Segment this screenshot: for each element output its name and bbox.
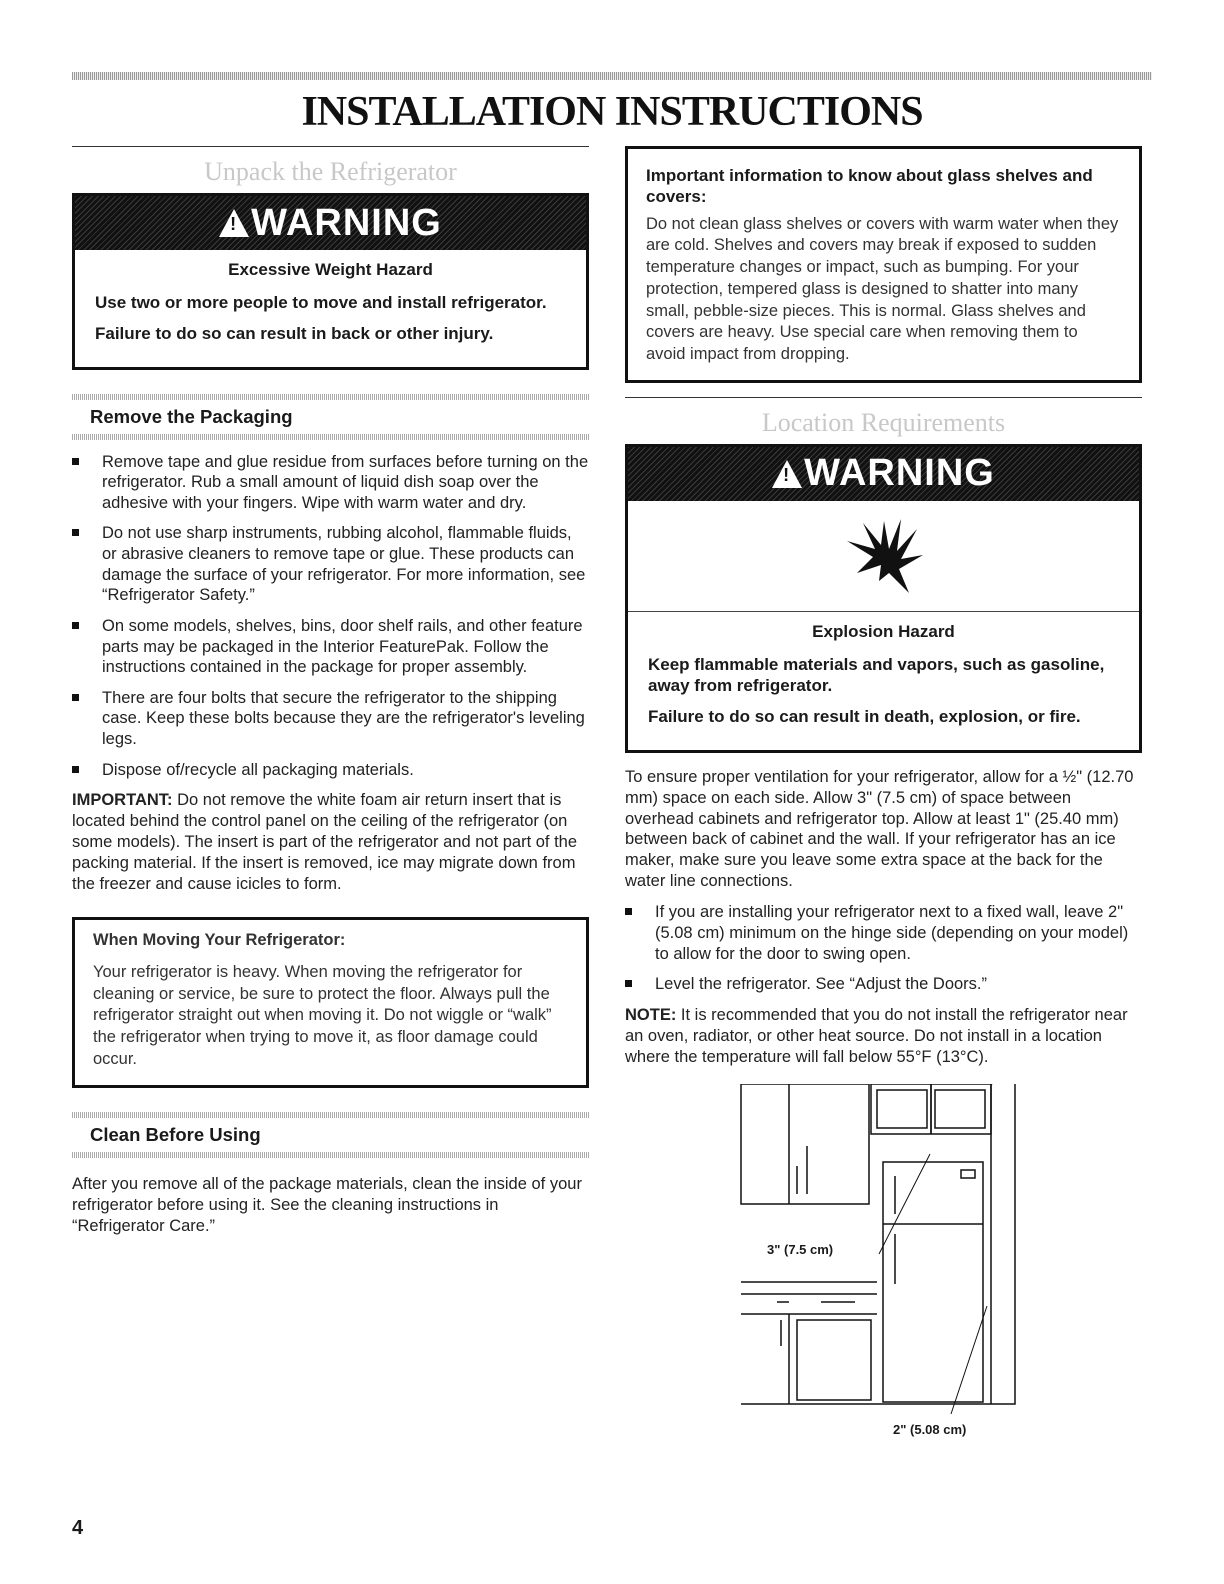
note-paragraph xyxy=(625,1005,1142,1068)
list-item: Do not use sharp instruments, rubbing alcohol, flammable fluids, or abrasive cleaners to remove tape or glue. These products can damage the surface of your refrigerator. For more information, see “Refrigerator Safety.” xyxy=(72,523,589,606)
section-divider xyxy=(72,146,589,147)
left-column xyxy=(72,146,589,1246)
hazard-title: Excessive Weight Hazard xyxy=(228,260,433,279)
glass-info-box xyxy=(625,146,1142,383)
clean-header xyxy=(72,1112,589,1158)
location-list xyxy=(625,902,1142,995)
page-number: 4 xyxy=(72,1517,84,1539)
list-item: Level the refrigerator. See “Adjust the Doors.” xyxy=(625,974,1142,995)
hazard-title: Explosion Hazard xyxy=(812,621,955,641)
glass-heading: Important information to know about glass shelves and covers: xyxy=(646,166,1093,207)
note-text: It is recommended that you do not install the refrigerator near an oven, radiator, or other heat source. Do not install in a location where the temperature will fall below 55°F (13°C). xyxy=(625,1005,1128,1066)
warning-line: Failure to do so can result in back or other injury. xyxy=(95,324,494,344)
moving-text: Your refrigerator is heavy. When moving the refrigerator for cleaning or service, be sure to protect the floor. Always pull the refrigerator straight out when moving it. Do not wiggle or “walk” the refrigerator when trying to move it, as floor damage could occur. xyxy=(93,962,552,1068)
warning-line: Failure to do so can result in death, explosion, or fire. xyxy=(648,707,1081,727)
list-item: There are four bolts that secure the refrigerator to the shipping case. Keep these bolts because they are the refrigerator's leveling legs. xyxy=(72,688,589,750)
explosion-hazard-icon xyxy=(628,501,1139,612)
section-divider xyxy=(625,397,1142,398)
list-item: Dispose of/recycle all packaging materials. xyxy=(72,760,589,781)
important-paragraph xyxy=(72,790,589,895)
top-clearance-label: 3" (7.5 cm) xyxy=(767,1241,834,1257)
warning-banner xyxy=(628,447,1139,501)
packaging-list xyxy=(72,452,589,781)
clearance-diagram-illustration xyxy=(625,1084,1045,1444)
list-item: On some models, shelves, bins, door shelf rails, and other feature parts may be packaged in the Interior FeaturePak. Follow the instructions contained in the package for proper assembly. xyxy=(72,616,589,678)
important-label: IMPORTANT: xyxy=(72,791,173,810)
warning-line: Use two or more people to move and install refrigerator. xyxy=(95,293,547,312)
list-item: Remove tape and glue residue from surfaces before turning on the refrigerator. Rub a small amount of liquid dish soap over the adhesive with your fingers. Wipe with warm water and dry. xyxy=(72,452,589,514)
clearance-diagram xyxy=(625,1084,1142,1444)
warning-banner xyxy=(75,196,586,250)
warning-label: WARNING xyxy=(804,452,995,495)
right-column xyxy=(625,146,1142,1444)
top-rule xyxy=(72,72,1152,80)
warning-line: Keep flammable materials and vapors, such as gasoline, away from refrigerator. xyxy=(648,654,1105,696)
section-title-unpack: Unpack the Refrigerator xyxy=(204,157,457,186)
subsection-title: Clean Before Using xyxy=(90,1123,261,1145)
explosion-warning-box xyxy=(625,444,1142,753)
section-title-location: Location Requirements xyxy=(761,407,1006,437)
page-title: INSTALLATION INSTRUCTIONS xyxy=(301,89,923,135)
important-text: Do not remove the white foam air return insert that is located behind the control panel on the ceiling of the refrigerator (on some models). The insert is part of the refrigerator and not part of the packing material. If the insert is removed, ice may migrate down from the freezer and cause icicles to form. xyxy=(72,791,578,894)
moving-info-box xyxy=(72,917,589,1088)
moving-heading: When Moving Your Refrigerator: xyxy=(93,931,346,950)
clean-text: After you remove all of the package materials, clean the inside of your refrigerator before using it. See the cleaning instructions in “Refrigerator Care.” xyxy=(72,1174,582,1235)
subsection-title: Remove the Packaging xyxy=(90,405,293,427)
remove-packaging-header xyxy=(72,394,589,440)
warning-label: WARNING xyxy=(251,201,442,244)
warning-triangle-icon xyxy=(219,209,249,237)
weight-warning-box xyxy=(72,193,589,370)
list-item: If you are installing your refrigerator next to a fixed wall, leave 2" (5.08 cm) minimum on the hinge side (depending on your model) to allow for the door to swing open. xyxy=(625,902,1142,964)
glass-text: Do not clean glass shelves or covers with warm water when they are cold. Shelves and covers may break if exposed to sudden temperature changes or impact, such as bumping. For your protection, tempered glass is designed to shatter into many small, pebble-size pieces. This is normal. Glass shelves and covers are heavy. Use special care when removing them to avoid impact from dropping. xyxy=(646,214,1119,364)
warning-triangle-icon xyxy=(772,460,802,488)
location-intro: To ensure proper ventilation for your refrigerator, allow for a ½" (12.70 mm) space on each side. Allow 3" (7.5 cm) of space between overhead cabinets and refrigerator top. Allow at least 1" (25.40 mm) between back of cabinet and the wall. If your refrigerator has an ice maker, make sure you leave some extra space at the back for the water line connections. xyxy=(625,767,1134,891)
note-label: NOTE: xyxy=(625,1005,677,1024)
side-clearance-label: 2" (5.08 cm) xyxy=(893,1421,967,1437)
